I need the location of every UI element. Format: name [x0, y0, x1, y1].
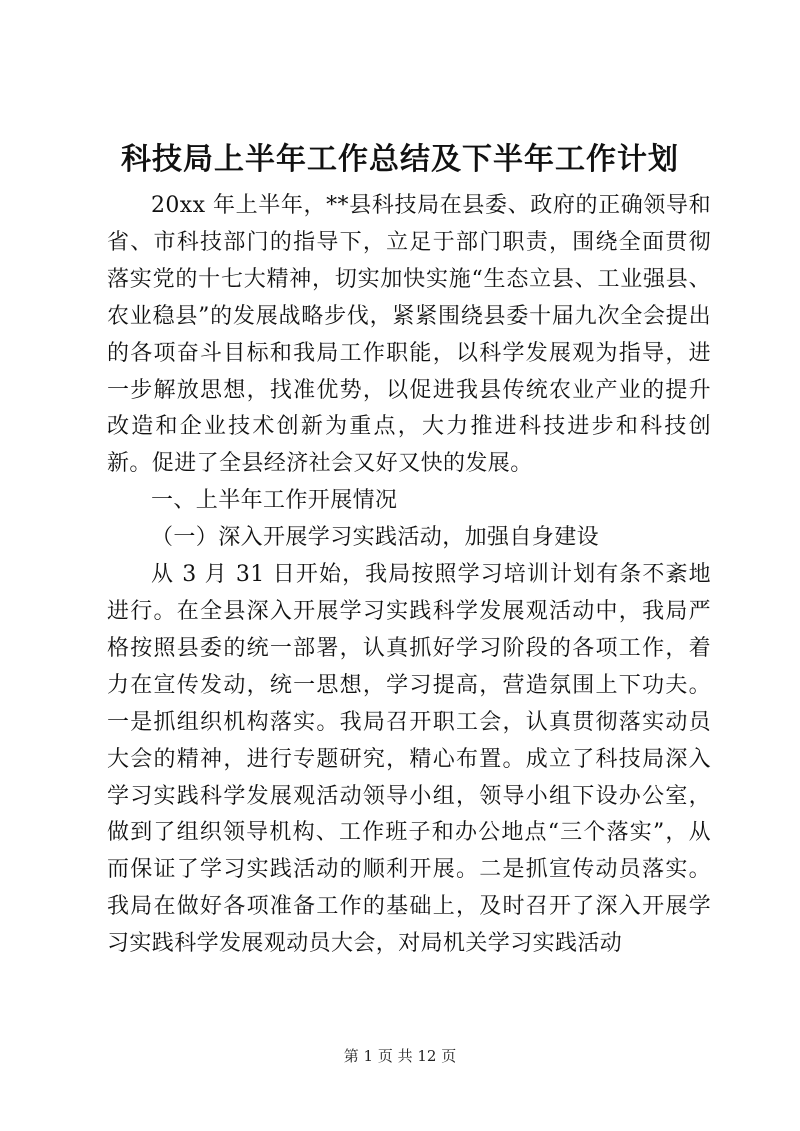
- body-paragraph: 从 3 月 31 日开始，我局按照学习培训计划有条不紊地进行。在全县深入开展学习实践科学发展观活动中，我局严格按照县委的统一部署，认真抓好学习阶段的各项工作，着力在宣传发动，统一思想，学习提高，营造氛围上下功夫。一是抓组织机构落实。我局召开职工会，认真贯彻落实动员大会的精神，进行专题研究，精心布置。成立了科技局深入学习实践科学发展观活动领导小组，领导小组下设办公室，做到了组织领导机构、工作班子和办公地点“三个落实”，从而保证了学习实践活动的顺利开展。二是抓宣传动员落实。我局在做好各项准备工作的基础上，及时召开了深入开展学习实践科学发展观动员大会，对局机关学习实践活动: [107, 562, 711, 957]
- section-heading: 一、上半年工作开展情况: [151, 488, 398, 514]
- intro-paragraph: 20xx 年上半年，**县科技局在县委、政府的正确领导和省、市科技部门的指导下，立足于部门职责，围绕全面贯彻落实党的十七大精神，切实加快实施“生态立县、工业强县、农业稳县”的发展战略步伐，紧紧围绕县委十届九次全会提出的各项奋斗目标和我局工作职能，以科学发展观为指导，进一步解放思想，找准优势，以促进我县传统农业产业的提升改造和企业技术创新为重点，大力推进科技进步和科技创新。促进了全县经济社会又好又快的发展。: [107, 193, 711, 477]
- subsection-heading: （一）深入开展学习实践活动，加强自身建设: [151, 525, 600, 551]
- document-title: 科技局上半年工作总结及下半年工作计划: [121, 142, 679, 177]
- document-body: [107, 188, 711, 963]
- page-footer: 第 1 页 共 12 页: [343, 1047, 457, 1065]
